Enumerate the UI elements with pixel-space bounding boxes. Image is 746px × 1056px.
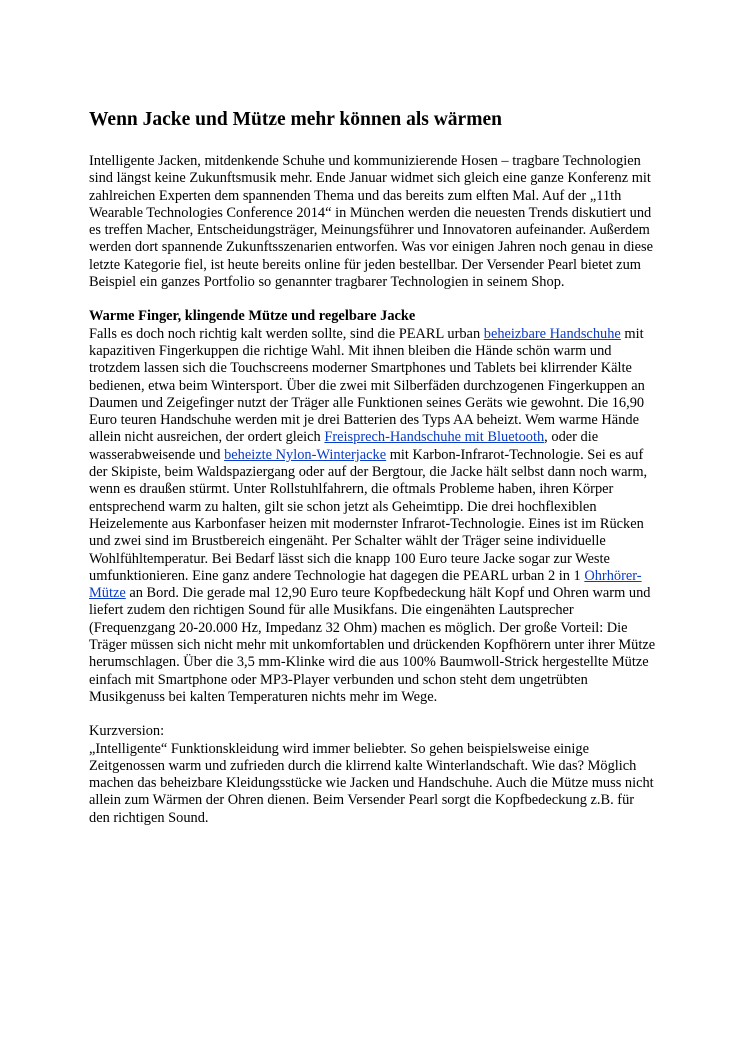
- section-text-5: an Bord. Die gerade mal 12,90 Euro teure Kopfbedeckung hält Kopf und Ohren warm und liefert zudem den richtigen Sound für alle Musikfans. Die eingenähten Lautsprecher (Frequenzgang 20-20.000 Hz, Impedanz 32 Ohm) machen es möglich. Der große Vorteil: Die Träger müssen sich nicht mehr mit unkomfortablen und drückenden Kopfhörern unter ihrer Mütze herumschlagen. Über die 3,5 mm-Klinke wird die aus 100% Baumwoll-Strick hergestellte Mütze einfach mit Smartphone oder MP3-Player verbunden und schon steht dem ungetrübten Musikgenuss bei kalten Temperaturen nichts mehr im Wege.: [89, 585, 656, 705]
- link-ohrhoerer-muetze[interactable]: Ohrhörer-Mütze: [89, 567, 642, 602]
- spacer: [89, 706, 657, 723]
- intro-paragraph: Intelligente Jacken, mitdenkende Schuhe und kommunizierende Hosen – tragbare Technologien sind längst keine Zukunftsmusik mehr. Ende Januar widmet sich gleich eine ganze Konferenz mit zahlreichen Experten dem spannenden Thema und das bereits zum elften Mal. Auf der „11th Wearable Technologies Conference 2014“ in München werden die neuesten Trends diskutiert und es treffen Macher, Entscheidungsträger, Meinungsführer und Innovatoren aufeinander. Außerdem werden dort spannende Zukunftsszenarien entworfen. Was vor einigen Jahren noch genau in diese letzte Kategorie fiel, ist heute bereits online für jeden bestellbar. Der Versender Pearl bietet zum Beispiel ein ganzes Portfolio so genannter tragbarer Technologien in seinem Shop.: [89, 153, 654, 291]
- section-text-4: mit Karbon-Infrarot-Technologie. Sei es auf der Skipiste, beim Waldspaziergang oder auf der Bergtour, die Jacke hält selbst dann noch warm, wenn es draußen stürmt. Unter Rollstuhlfahrern, die oftmals Probleme haben, ihren Körper entsprechend warm zu halten, gilt sie schon jetzt als Geheimtipp. Die drei hochflexiblen Heizelemente aus Karbonfaser heizen mit modernster Infrarot-Technologie. Eines ist im Rücken und zwei sind im Brustbereich eingenäht. Per Schalter wählt der Träger seine individuelle Wohlfühltemperatur. Bei Bedarf lässt sich die knapp 100 Euro teure Jacke sogar zur Weste umfunktionieren. Eine ganz andere Technologie hat dagegen die PEARL urban 2 in 1: [89, 446, 648, 584]
- page-title: Wenn Jacke und Mütze mehr können als wärmen: [89, 109, 502, 130]
- section-text-1: Falls es doch noch richtig kalt werden sollte, sind die PEARL urban: [89, 325, 484, 342]
- document-page: [89, 108, 657, 827]
- link-beheizbare-handschuhe[interactable]: beheizbare Handschuhe: [483, 325, 621, 342]
- short-version-label: Kurzversion:: [89, 723, 165, 740]
- section-text-2: mit kapazitiven Fingerkuppen die richtige Wahl. Mit ihnen bleiben die Hände schön warm und trotzdem lassen sich die Touchscreens moderner Smartphones und Tablets bei klirrender Kälte bedienen, etwa beim Wintersport. Über die zwei mit Silberfäden durchzogenen Fingerkuppen an Daumen und Zeigefinger nutzt der Träger alle Funktionen seines Geräts wie gewohnt. Die 16,90 Euro teuren Handschuhe werden mit je drei Batterien des Typs AA beheizt. Wem warme Hände allein nicht ausreichen, der ordert gleich: [89, 325, 645, 446]
- link-nylon-winterjacke[interactable]: beheizte Nylon-Winterjacke: [224, 446, 387, 463]
- short-version-text: „Intelligente“ Funktionskleidung wird immer beliebter. So gehen beispielsweise einige Zeitgenossen warm und zufrieden durch die klirrend kalte Winterlandschaft. Wie das? Möglich machen das beheizbare Kleidungsstücke wie Jacken und Handschuhe. Auch die Mütze muss nicht allein zum Wärmen der Ohren dienen. Beim Versender Pearl sorgt die Kopfbedeckung z.B. für den richtigen Sound.: [89, 740, 654, 826]
- link-freisprech-handschuhe[interactable]: Freisprech-Handschuhe mit Bluetooth: [324, 429, 545, 446]
- section-paragraph: [89, 326, 657, 707]
- section-heading: Warme Finger, klingende Mütze und regelbare Jacke: [89, 308, 416, 325]
- section-text-3: , oder die wasserabweisende und: [89, 429, 599, 463]
